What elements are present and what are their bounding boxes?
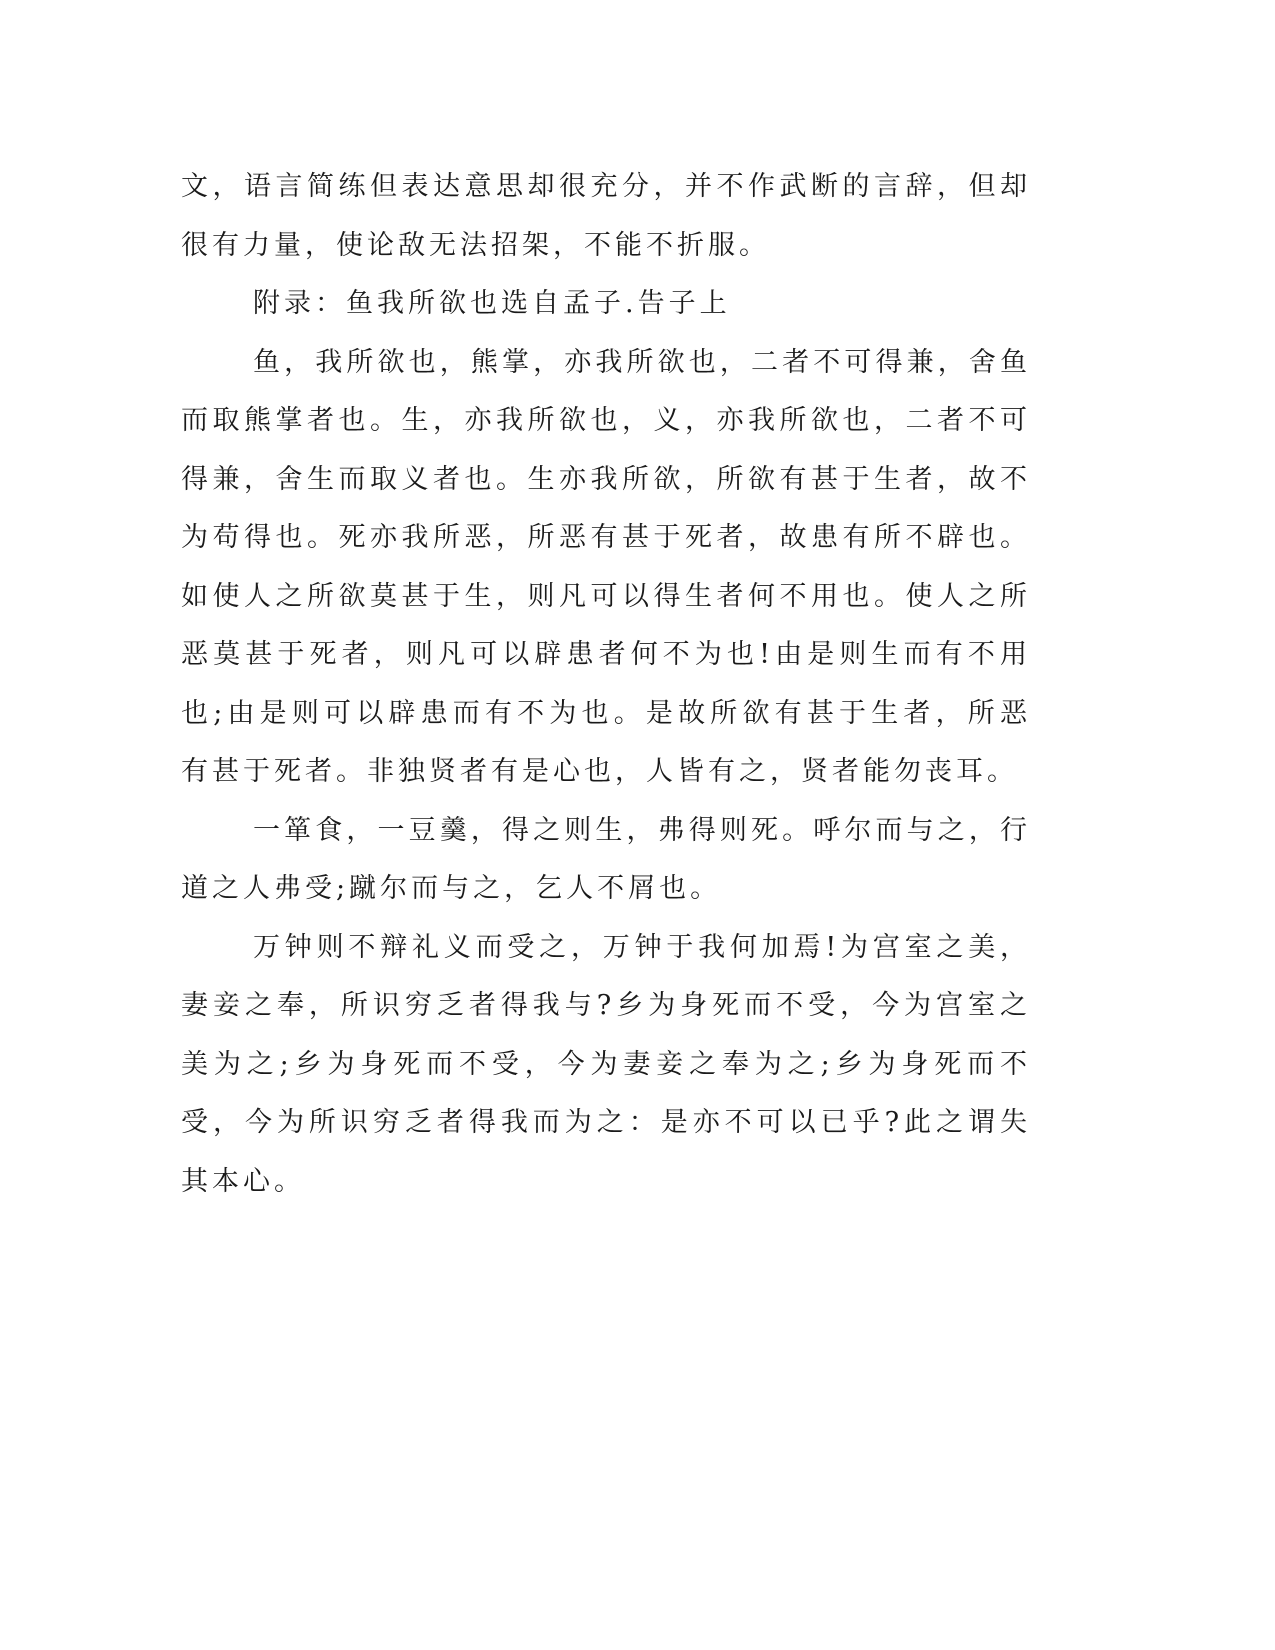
paragraph-bowl-of-rice: 一箪食，一豆羹，得之则生，弗得则死。呼尔而与之，行道之人弗受;蹴尔而与之，乞人不屑也。	[181, 814, 1031, 904]
appendix-heading: 附录：鱼我所欲也选自孟子.告子上	[253, 288, 731, 319]
document-body	[181, 158, 1031, 1211]
paragraph-continuation: 文，语言简练但表达意思却很充分，并不作武断的言辞，但却很有力量，使论敌无法招架，不能不折服。	[181, 171, 1031, 261]
paragraph-ten-thousand-zhong: 万钟则不辩礼义而受之，万钟于我何加焉!为宫室之美，妻妾之奉，所识穷乏者得我与?乡为身死而不受，今为宫室之美为之;乡为身死而不受，今为妻妾之奉为之;乡为身死而不受，今为所识穷乏者得我而为之：是亦不可以已乎?此之谓失其本心。	[181, 931, 1031, 1197]
paragraph-fish-and-bear-paw: 鱼，我所欲也，熊掌，亦我所欲也，二者不可得兼，舍鱼而取熊掌者也。生，亦我所欲也，义，亦我所欲也，二者不可得兼，舍生而取义者也。生亦我所欲，所欲有甚于生者，故不为苟得也。死亦我所恶，所恶有甚于死者，故患有所不辟也。如使人之所欲莫甚于生，则凡可以得生者何不用也。使人之所恶莫甚于死者，则凡可以辟患者何不为也!由是则生而有不用也;由是则可以辟患而有不为也。是故所欲有甚于生者，所恶有甚于死者。非独贤者有是心也，人皆有之，贤者能勿丧耳。	[181, 346, 1031, 787]
